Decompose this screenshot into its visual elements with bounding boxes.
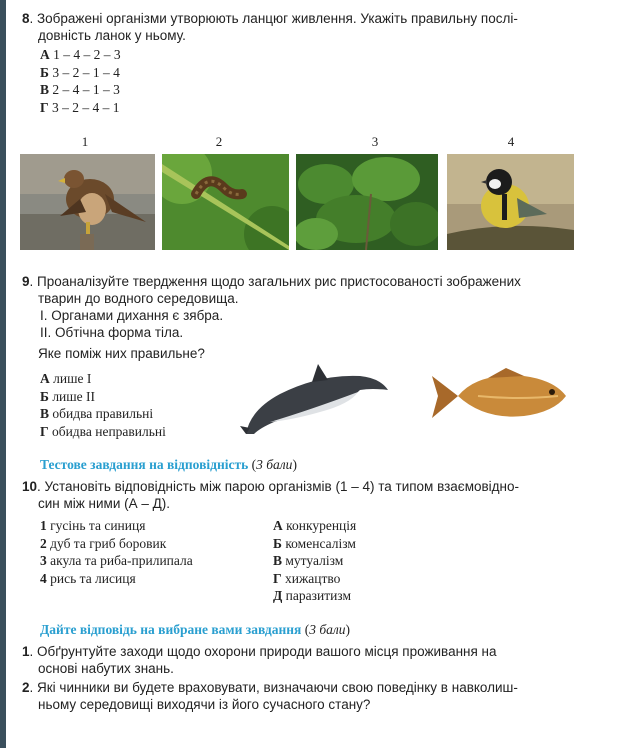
match-right-item: В мутуалізм [273, 553, 344, 569]
answer-option[interactable]: В обидва правильні [40, 406, 154, 422]
question-9-prompt: Яке поміж них правильне? [38, 346, 205, 361]
match-right-item: Д паразитизм [273, 588, 351, 604]
match-left-item: 4 рись та лисиця [40, 570, 136, 586]
match-left-item: 1 гусінь та синиця [40, 518, 146, 533]
tit-bird-photo [447, 154, 574, 250]
question-9-number: 9 [22, 274, 30, 289]
question-9-statement-2: ІІ. Обтічна форма тіла. [40, 325, 184, 340]
photo-label-2: 2 [215, 134, 223, 149]
question-9 [22, 273, 612, 362]
question-9-statement-1: І. Органами дихання є зябра. [40, 308, 224, 323]
question-9-options [40, 370, 166, 440]
photo-label-4: 4 [507, 134, 515, 149]
answer-option[interactable]: В 2 – 4 – 1 – 3 [40, 82, 120, 98]
section-heading-matching: Тестове завдання на відповідність (3 бали) [40, 457, 297, 472]
answer-option[interactable]: Г обидва неправильні [40, 423, 166, 439]
photo-label-3: 3 [371, 134, 379, 149]
dolphin-illustration [240, 360, 390, 438]
left-margin-bar [0, 0, 6, 748]
match-right-column [273, 517, 356, 605]
question-8 [22, 10, 612, 44]
hawk-photo [20, 154, 155, 250]
task-1 [22, 643, 612, 677]
match-left-item: 2 дуб та гриб боровик [40, 535, 167, 551]
answer-option[interactable]: Г 3 – 2 – 4 – 1 [40, 99, 120, 115]
task-2 [22, 679, 612, 713]
match-left-item: 3 акула та риба-прилипала [40, 553, 193, 569]
task-1-number: 1 [22, 644, 30, 659]
answer-option[interactable]: Б лише ІІ [40, 388, 96, 404]
question-8-options [40, 46, 121, 116]
question-9-text-line2: тварин до водного середовища. [38, 291, 239, 306]
task-2-text-line2: ньому середовищі виходячи із його сучасного стану? [38, 697, 371, 712]
question-9-text-line1: . Проаналізуйте твердження щодо загальних рис пристосованості зображених [29, 274, 521, 289]
match-right-item: Г хижацтво [273, 570, 341, 586]
task-1-text-line2: основі набутих знань. [38, 661, 174, 676]
carp-illustration [428, 366, 570, 424]
answer-option[interactable]: А лише І [40, 371, 92, 386]
question-8-number: 8 [22, 11, 30, 26]
match-left-column [40, 517, 193, 587]
task-1-text-line1: . Обґрунтуйте заходи щодо охорони природи вашого місця проживання на [29, 644, 497, 659]
question-10-number: 10 [22, 479, 38, 494]
oak-leaves-photo [296, 154, 438, 250]
answer-option[interactable]: Б 3 – 2 – 1 – 4 [40, 64, 120, 80]
photo-label-1: 1 [81, 134, 89, 149]
match-right-item: Б коменсалізм [273, 535, 356, 551]
match-right-item: А конкуренція [273, 518, 357, 533]
question-8-text-line1: . Зображені організми утворюють ланцюг живлення. Укажіть правильну послі- [29, 11, 518, 26]
section-heading-choice: Дайте відповідь на вибране вами завдання (3 бали) [40, 622, 351, 637]
task-2-text-line1: . Які чинники ви будете враховувати, визначаючи свою поведінку в навколиш- [29, 680, 518, 695]
caterpillar-photo [162, 154, 289, 250]
question-10-text-line2: син між ними (А – Д). [38, 496, 171, 511]
question-8-text-line2: довність ланок у ньому. [38, 28, 186, 43]
question-10 [22, 478, 612, 512]
question-10-text-line1: . Установіть відповідність між парою організмів (1 – 4) та типом взаємовідно- [37, 479, 519, 494]
answer-option[interactable]: А 1 – 4 – 2 – 3 [40, 47, 121, 62]
task-2-number: 2 [22, 680, 30, 695]
